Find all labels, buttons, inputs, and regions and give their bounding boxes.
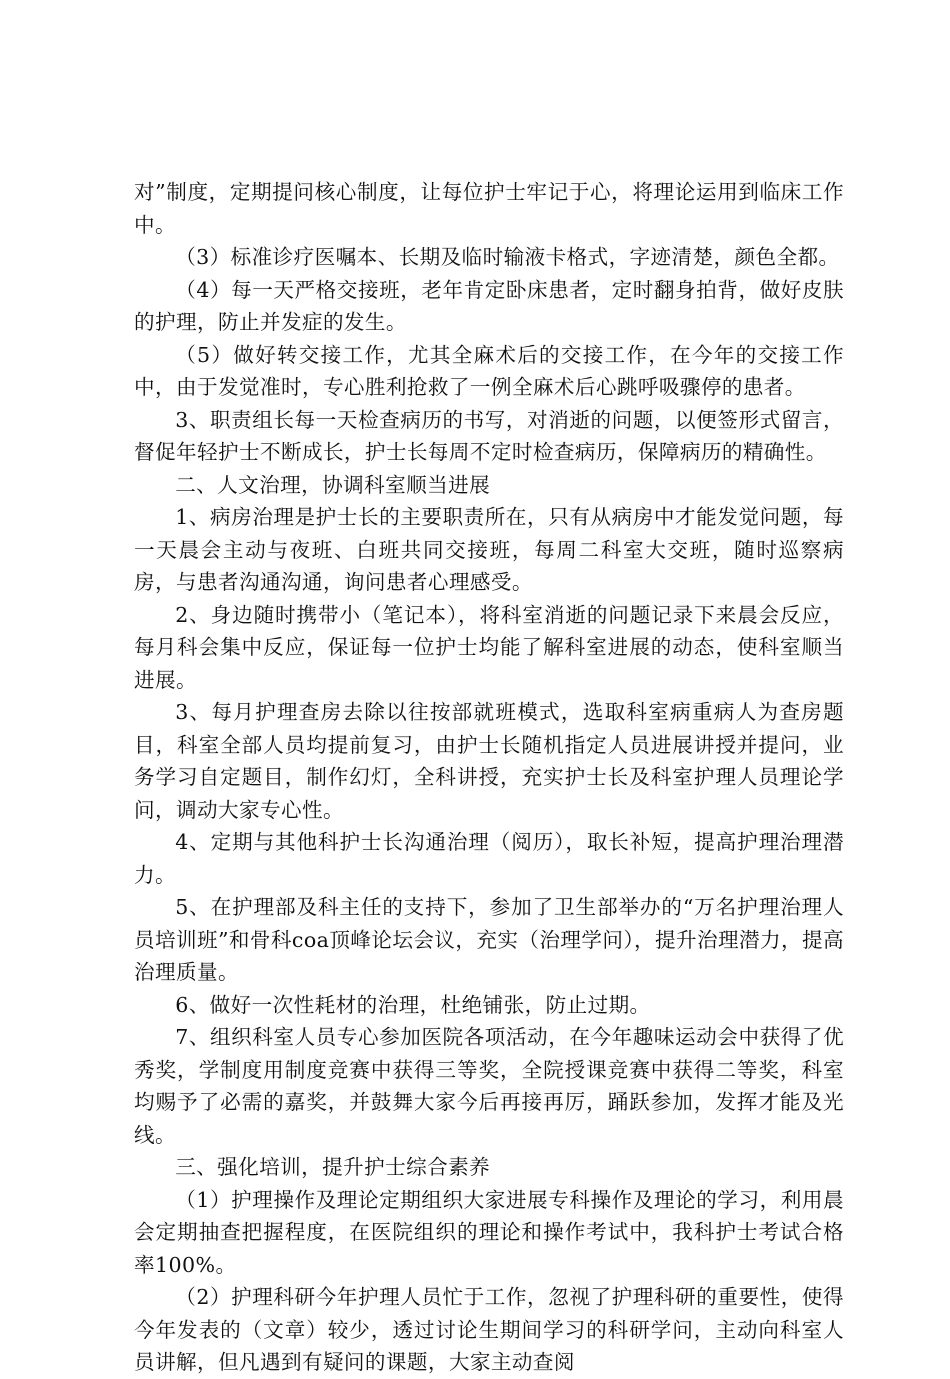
paragraph-4: （5）做好转交接工作，尤其全麻术后的交接工作，在今年的交接工作中，由于发觉准时，专心胜利抢救了一例全麻术后心跳呼吸骤停的患者。 [134, 342, 844, 399]
paragraph-16: （2）护理科研今年护理人员忙于工作，忽视了护理科研的重要性，使得今年发表的（文章）较少，透过讨论生期间学习的科研学问，主动向科室人员讲解，但凡遇到有疑问的课题，大家主动查阅 [134, 1285, 844, 1374]
document-body [134, 176, 844, 1379]
paragraph-13: 7、组织科室人员专心参加医院各项活动，在今年趣味运动会中获得了优秀奖，学制度用制度竞赛中获得三等奖，全院授课竞赛中获得二等奖，科室均赐予了必需的嘉奖，并鼓舞大家今后再接再厉，踊跃参加，发挥才能及光线。 [134, 1025, 844, 1147]
paragraph-8: 2、身边随时携带小（笔记本），将科室消逝的问题记录下来晨会反应，每月科会集中反应，保证每一位护士均能了解科室进展的动态，使科室顺当进展。 [134, 602, 844, 692]
paragraph-5: 3、职责组长每一天检查病历的书写，对消逝的问题，以便签形式留言，督促年轻护士不断成长，护士长每周不定时检查病历，保障病历的精确性。 [134, 407, 844, 464]
paragraph-1: 对”制度，定期提问核心制度，让每位护士牢记于心，将理论运用到临床工作中。 [134, 180, 844, 237]
paragraph-11: 5、在护理部及科主任的支持下，参加了卫生部举办的“万名护理治理人员培训班”和骨科coa顶峰论坛会议，充实（治理学问），提升治理潜力，提高治理质量。 [134, 895, 844, 984]
paragraph-3: （4）每一天严格交接班，老年肯定卧床患者，定时翻身拍背，做好皮肤的护理，防止并发症的发生。 [134, 277, 844, 334]
paragraph-9: 3、每月护理查房去除以往按部就班模式，选取科室病重病人为查房题目，科室全部人员均提前复习，由护士长随机指定人员进展讲授并提问，业务学习自定题目，制作幻灯，全科讲授，充实护士长及科室护理人员理论学问，调动大家专心性。 [134, 700, 844, 822]
paragraph-10: 4、定期与其他科护士长沟通治理（阅历），取长补短，提高护理治理潜力。 [134, 830, 844, 887]
paragraph-12: 6、做好一次性耗材的治理，杜绝铺张，防止过期。 [175, 992, 651, 1017]
section-heading-2: 二、人文治理，协调科室顺当进展 [175, 472, 491, 497]
paragraph-7: 1、病房治理是护士长的主要职责所在，只有从病房中才能发觉问题，每一天晨会主动与夜班、白班共同交接班，每周二科室大交班，随时巡察病房，与患者沟通沟通，询问患者心理感受。 [134, 505, 844, 594]
paragraph-15: （1）护理操作及理论定期组织大家进展专科操作及理论的学习，利用晨会定期抽查把握程度，在医院组织的理论和操作考试中，我科护士考试合格率100%。 [134, 1187, 844, 1277]
paragraph-2: （3）标准诊疗医嘱本、长期及临时输液卡格式，字迹清楚，颜色全都。 [175, 245, 840, 269]
section-heading-3: 三、强化培训，提升护士综合素养 [175, 1155, 491, 1179]
